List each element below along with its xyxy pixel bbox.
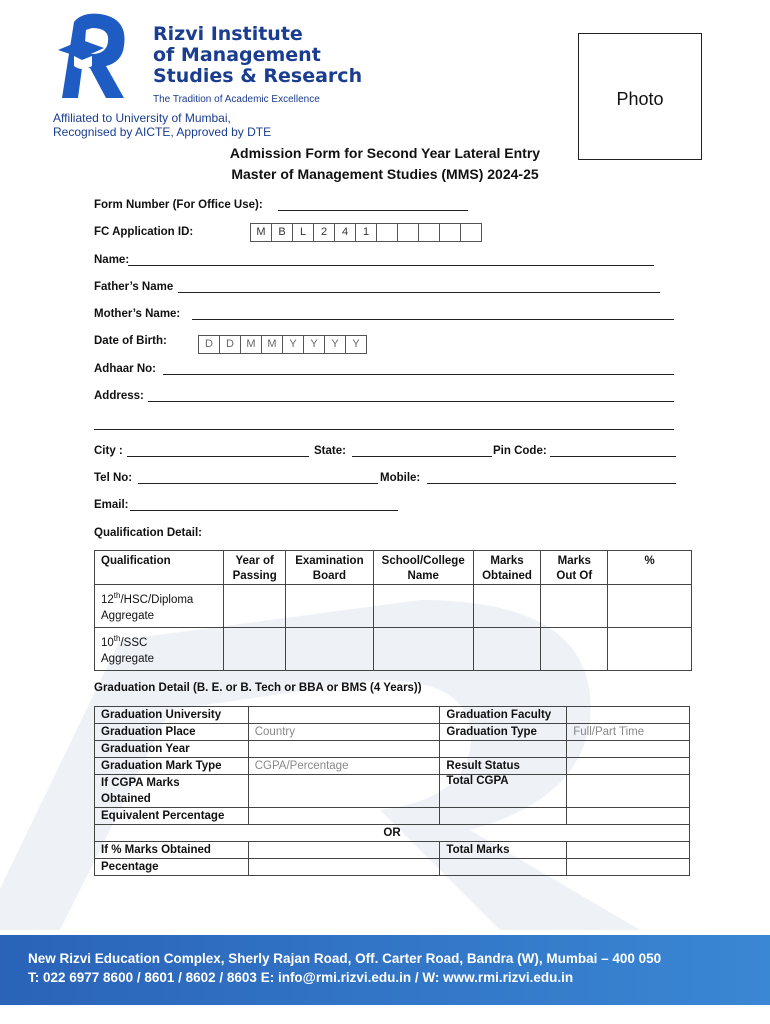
percent-cell[interactable] — [608, 585, 692, 628]
dob-cell[interactable]: D — [220, 335, 241, 354]
qualification-table — [94, 550, 692, 671]
photo-box — [578, 33, 702, 160]
empty-cell — [567, 808, 690, 825]
affiliation-line1: Affiliated to University of Mumbai, — [53, 111, 231, 125]
marks-obtained-cell[interactable] — [473, 585, 541, 628]
header-text: Qualification — [101, 555, 171, 567]
dob-cell[interactable]: Y — [346, 335, 367, 354]
school-name-cell[interactable] — [373, 585, 473, 628]
graduation-faculty-label: Graduation Faculty — [440, 707, 567, 724]
fc-id-cell[interactable]: 1 — [356, 223, 377, 242]
fc-id-cell[interactable]: 2 — [314, 223, 335, 242]
fc-id-cell[interactable] — [377, 223, 398, 242]
father-name-label: Father’s Name — [94, 281, 174, 293]
header-text: Obtained — [482, 570, 532, 582]
address-label: Address: — [94, 390, 144, 402]
graduation-university-label: Graduation University — [95, 707, 249, 724]
address-field-line2[interactable] — [94, 417, 674, 430]
cgpa-marks-label-line2: Obtained — [101, 793, 151, 805]
cgpa-marks-label — [95, 775, 249, 808]
pct-marks-obtained-label: If % Marks Obtained — [95, 842, 249, 859]
dob-cell[interactable]: Y — [283, 335, 304, 354]
empty-cell — [567, 741, 690, 758]
qualification-header-cell — [473, 551, 541, 585]
total-marks-label: Total Marks — [440, 842, 567, 859]
affiliation — [53, 111, 271, 139]
total-cgpa-field[interactable] — [567, 775, 690, 808]
cgpa-marks-label-line1: If CGPA Marks — [101, 777, 180, 789]
qualification-header-cell — [286, 551, 374, 585]
pin-code-label: Pin Code: — [493, 445, 547, 457]
qualification-detail-label: Qualification Detail: — [94, 527, 202, 539]
mother-name-label: Mother’s Name: — [94, 308, 181, 320]
total-marks-field[interactable] — [567, 842, 690, 859]
cgpa-marks-field[interactable] — [248, 775, 440, 808]
fc-id-cell[interactable] — [440, 223, 461, 242]
tagline: The Tradition of Academic Excellence — [153, 94, 320, 105]
header-text: Marks — [557, 555, 591, 567]
dob-cell[interactable]: Y — [325, 335, 346, 354]
city-field[interactable] — [127, 444, 309, 457]
father-name-field[interactable] — [178, 280, 660, 293]
form-number-field[interactable] — [278, 198, 468, 211]
photo-label: Photo — [616, 89, 664, 109]
institute-logo-icon — [52, 10, 132, 105]
graduation-year-label: Graduation Year — [95, 741, 249, 758]
exam-board-cell[interactable] — [286, 627, 374, 670]
qualification-header-row — [95, 551, 692, 585]
graduation-place-field[interactable]: Country — [248, 724, 440, 741]
graduation-faculty-field[interactable] — [567, 707, 690, 724]
dob-cells[interactable] — [198, 335, 367, 354]
year-of-passing-cell[interactable] — [224, 585, 286, 628]
pin-code-field[interactable] — [550, 444, 676, 457]
dob-cell[interactable]: M — [241, 335, 262, 354]
graduation-university-field[interactable] — [248, 707, 440, 724]
fc-id-cell[interactable]: 4 — [335, 223, 356, 242]
header-text: School/College — [381, 555, 465, 567]
affiliation-line2: Recognised by AICTE, Approved by DTE — [53, 125, 272, 139]
fc-id-cell[interactable] — [461, 223, 482, 242]
exam-board-cell[interactable] — [286, 585, 374, 628]
form-number-label: Form Number (For Office Use): — [94, 199, 263, 211]
institute-name-line1: Rizvi Institute — [153, 23, 303, 45]
fc-id-cell[interactable]: M — [250, 223, 272, 242]
adhaar-field[interactable] — [163, 362, 674, 375]
header-text: Passing — [232, 570, 277, 582]
empty-cell — [567, 859, 690, 876]
marks-out-of-cell[interactable] — [541, 627, 608, 670]
header-text: % — [644, 555, 655, 567]
percentage-label: Pecentage — [95, 859, 249, 876]
fc-application-id-cells[interactable] — [250, 223, 482, 242]
or-separator: OR — [95, 825, 690, 842]
dob-label: Date of Birth: — [94, 335, 167, 347]
qualification-header-cell — [373, 551, 473, 585]
result-status-label: Result Status — [440, 758, 567, 775]
form-title-line2: Master of Management Studies (MMS) 2024-25 — [231, 166, 539, 182]
address-field-line1[interactable] — [148, 389, 674, 402]
dob-cell[interactable]: Y — [304, 335, 325, 354]
qualification-header-cell — [224, 551, 286, 585]
graduation-type-label: Graduation Type — [440, 724, 567, 741]
equivalent-percentage-label: Equivalent Percentage — [95, 808, 249, 825]
footer-address: New Rizvi Education Complex, Sherly Rajan Road, Off. Carter Road, Bandra (W), Mumbai – 400 050 — [28, 951, 662, 966]
graduation-detail-label: Graduation Detail (B. E. or B. Tech or BBA or BMS (4 Years)) — [94, 682, 422, 694]
fc-application-label: FC Application ID: — [94, 226, 194, 238]
qualification-12th-label: 12th/HSC/Diploma Aggregate — [95, 585, 224, 628]
percent-cell[interactable] — [608, 627, 692, 670]
fc-id-cell[interactable]: L — [293, 223, 314, 242]
graduation-table — [94, 706, 690, 876]
total-cgpa-label: Total CGPA — [440, 775, 567, 808]
footer-contact: T: 022 6977 8600 / 8601 / 8602 / 8603 E: info@rmi.rizvi.edu.in / W: www.rmi.rizvi.edu.in — [28, 970, 574, 985]
empty-cell — [440, 859, 567, 876]
qualification-header-cell — [608, 551, 692, 585]
empty-cell — [440, 808, 567, 825]
qualification-row-12th — [95, 585, 692, 628]
percentage-field[interactable] — [248, 859, 440, 876]
header-text: Year of — [235, 555, 274, 567]
marks-out-of-cell[interactable] — [541, 585, 608, 628]
name-label: Name: — [94, 254, 130, 266]
dob-cell[interactable]: M — [262, 335, 283, 354]
mother-name-field[interactable] — [192, 307, 674, 320]
pct-marks-obtained-field[interactable] — [248, 842, 440, 859]
form-title-line1: Admission Form for Second Year Lateral Entry — [229, 145, 541, 161]
institute-name-line3: Studies & Research — [153, 65, 363, 87]
state-label: State: — [314, 445, 346, 457]
institute-name — [153, 24, 362, 87]
qualification-10th-label: 10th/SSC Aggregate — [95, 627, 224, 670]
fc-id-cell[interactable]: B — [272, 223, 293, 242]
tel-label: Tel No: — [94, 472, 133, 484]
state-field[interactable] — [352, 444, 492, 457]
qualification-header-cell — [95, 551, 224, 585]
mobile-label: Mobile: — [380, 472, 421, 484]
adhaar-label: Adhaar No: — [94, 363, 156, 375]
empty-cell — [440, 741, 567, 758]
header-text: Examination — [295, 555, 364, 567]
header-text: Out Of — [556, 570, 593, 582]
school-name-cell[interactable] — [373, 627, 473, 670]
header-text: Name — [407, 570, 439, 582]
graduation-mark-type-label: Graduation Mark Type — [95, 758, 249, 775]
graduation-year-field[interactable] — [248, 741, 440, 758]
email-field[interactable] — [130, 498, 398, 511]
year-of-passing-cell[interactable] — [224, 627, 286, 670]
header-text: Board — [312, 570, 347, 582]
footer-banner — [0, 935, 770, 1005]
graduation-mark-type-field[interactable]: CGPA/Percentage — [248, 758, 440, 775]
fc-id-cell[interactable] — [419, 223, 440, 242]
graduation-place-label: Graduation Place — [95, 724, 249, 741]
mobile-field[interactable] — [427, 471, 676, 484]
graduation-type-field[interactable]: Full/Part Time — [567, 724, 690, 741]
name-field[interactable] — [128, 253, 654, 266]
result-status-field[interactable] — [567, 758, 690, 775]
qualification-header-cell — [541, 551, 608, 585]
institute-name-line2: of Management — [153, 44, 321, 66]
equivalent-percentage-field[interactable] — [248, 808, 440, 825]
header-text: Marks — [490, 555, 524, 567]
tel-field[interactable] — [138, 471, 378, 484]
email-label: Email: — [94, 499, 129, 511]
fc-id-cell[interactable] — [398, 223, 419, 242]
marks-obtained-cell[interactable] — [473, 627, 541, 670]
city-label: City : — [94, 445, 123, 457]
qualification-row-10th — [95, 627, 692, 670]
dob-cell[interactable]: D — [198, 335, 220, 354]
